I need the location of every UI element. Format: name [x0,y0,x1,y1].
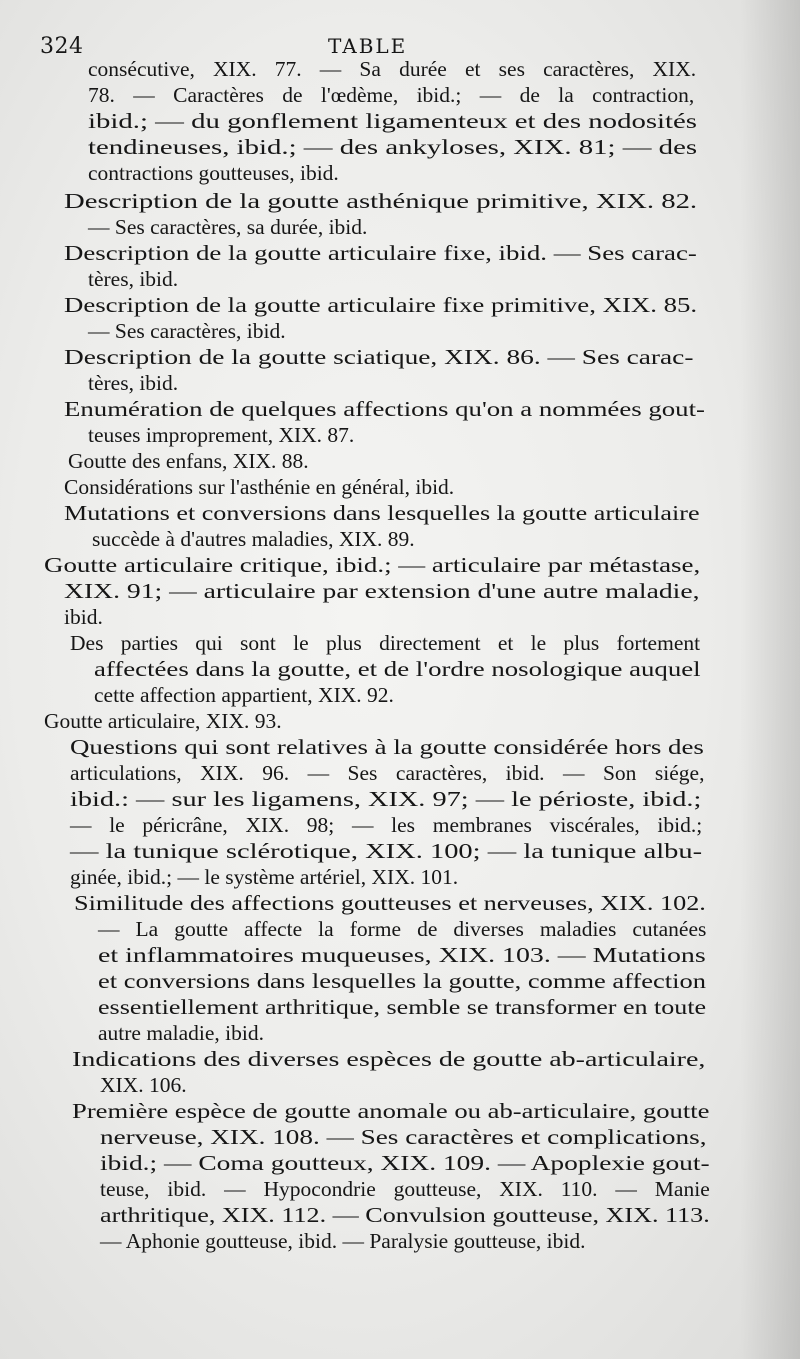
index-entry-continuation: ginée, ibid.; — le système artériel, XIX. 101. [70,865,459,889]
index-entry-line: Considérations sur l'asthénie en général, ibid. [64,475,455,499]
index-entry-line: consécutive, XIX. 77. — Sa durée et ses caractères, XIX. [88,57,697,81]
index-entry-continuation: cette affection appartient, XIX. 92. [94,683,394,707]
index-entry-continuation: — Ses caractères, ibid. [88,319,286,343]
index-entry-line: Des parties qui sont le plus directement et le plus fortement [70,631,701,655]
index-entry-continuation: 78. — Caractères de l'œdème, ibid.; — de la contraction, [88,83,695,107]
index-entry-continuation: XIX. 91; — articulaire par extension d'une autre maladie, [64,579,700,603]
index-entry-continuation: ibid.; — du gonflement ligamenteux et des nodosités [88,109,698,133]
index-entry-continuation: articulations, XIX. 96. — Ses caractères, ibid. — Son siége, [70,761,705,785]
index-entry-line: Description de la goutte articulaire fixe, ibid. — Ses carac- [64,241,697,265]
index-entry-continuation: affectées dans la goutte, et de l'ordre nosologique auquel [94,657,701,681]
index-entry-continuation: ibid.: — sur les ligamens, XIX. 97; — le périoste, ibid.; [70,787,702,811]
index-entry-line: Première espèce de goutte anomale ou ab-articulaire, goutte [72,1099,710,1123]
index-entry-continuation: ibid. [64,605,103,629]
index-entry-continuation: succède à d'autres maladies, XIX. 89. [92,527,415,551]
index-entry-continuation: tendineuses, ibid.; — des ankyloses, XIX. 81; — des [88,135,698,159]
index-entry-line: Similitude des affections goutteuses et nerveuses, XIX. 102. [74,891,706,915]
index-entry-continuation: — la tunique sclérotique, XIX. 100; — la tunique albu- [70,839,703,863]
index-entry-continuation: XIX. 106. [100,1073,187,1097]
index-entry-line: Goutte des enfans, XIX. 88. [68,449,309,473]
index-entry-line: Enumération de quelques affections qu'on a nommées gout- [64,397,705,421]
index-entry-line: Description de la goutte asthénique primitive, XIX. 82. [64,189,698,213]
index-entry-continuation: tères, ibid. [88,267,179,291]
page-edge-shadow [740,0,800,1359]
index-entry-continuation: — Aphonie goutteuse, ibid. — Paralysie goutteuse, ibid. [100,1229,586,1253]
index-entry-continuation: nerveuse, XIX. 108. — Ses caractères et complications, [100,1125,707,1149]
index-entry-line: Description de la goutte sciatique, XIX. 86. — Ses carac- [64,345,694,369]
index-entry-continuation: et conversions dans lesquelles la goutte, comme affection [98,969,706,993]
index-entry-line: Goutte articulaire critique, ibid.; — articulaire par métastase, [44,553,701,577]
index-entry-continuation: autre maladie, ibid. [98,1021,264,1045]
index-entry-line: Description de la goutte articulaire fixe primitive, XIX. 85. [64,293,698,317]
index-entry-continuation: contractions goutteuses, ibid. [88,161,339,185]
index-entry-continuation: arthritique, XIX. 112. — Convulsion goutteuse, XIX. 113. [100,1203,710,1227]
index-entry-continuation: teuses improprement, XIX. 87. [88,423,355,447]
index-entry-continuation: et inflammatoires muqueuses, XIX. 103. — Mutations [98,943,706,967]
index-entry-line: Questions qui sont relatives à la goutte considérée hors des [70,735,704,759]
index-entry-line: Indications des diverses espèces de goutte ab-articulaire, [72,1047,706,1071]
page-number: 324 [40,34,84,59]
index-entry-continuation: essentiellement arthritique, semble se transformer en toute [98,995,707,1019]
index-entry-continuation: — La goutte affecte la forme de diverses maladies cutanées [98,917,707,941]
index-entry-continuation: tères, ibid. [88,371,179,395]
index-entry-continuation: ibid.; — Coma goutteux, XIX. 109. — Apoplexie gout- [100,1151,710,1175]
index-entry-continuation: teuse, ibid. — Hypocondrie goutteuse, XIX. 110. — Manie [100,1177,710,1201]
index-entry-continuation: — le péricrâne, XIX. 98; — les membranes viscérales, ibid.; [70,813,703,837]
running-title: TABLE [328,34,408,58]
index-entry-line: Goutte articulaire, XIX. 93. [44,709,282,733]
index-entry-continuation: — Ses caractères, sa durée, ibid. [88,215,368,239]
index-entry-line: Mutations et conversions dans lesquelles la goutte articulaire [64,501,700,525]
